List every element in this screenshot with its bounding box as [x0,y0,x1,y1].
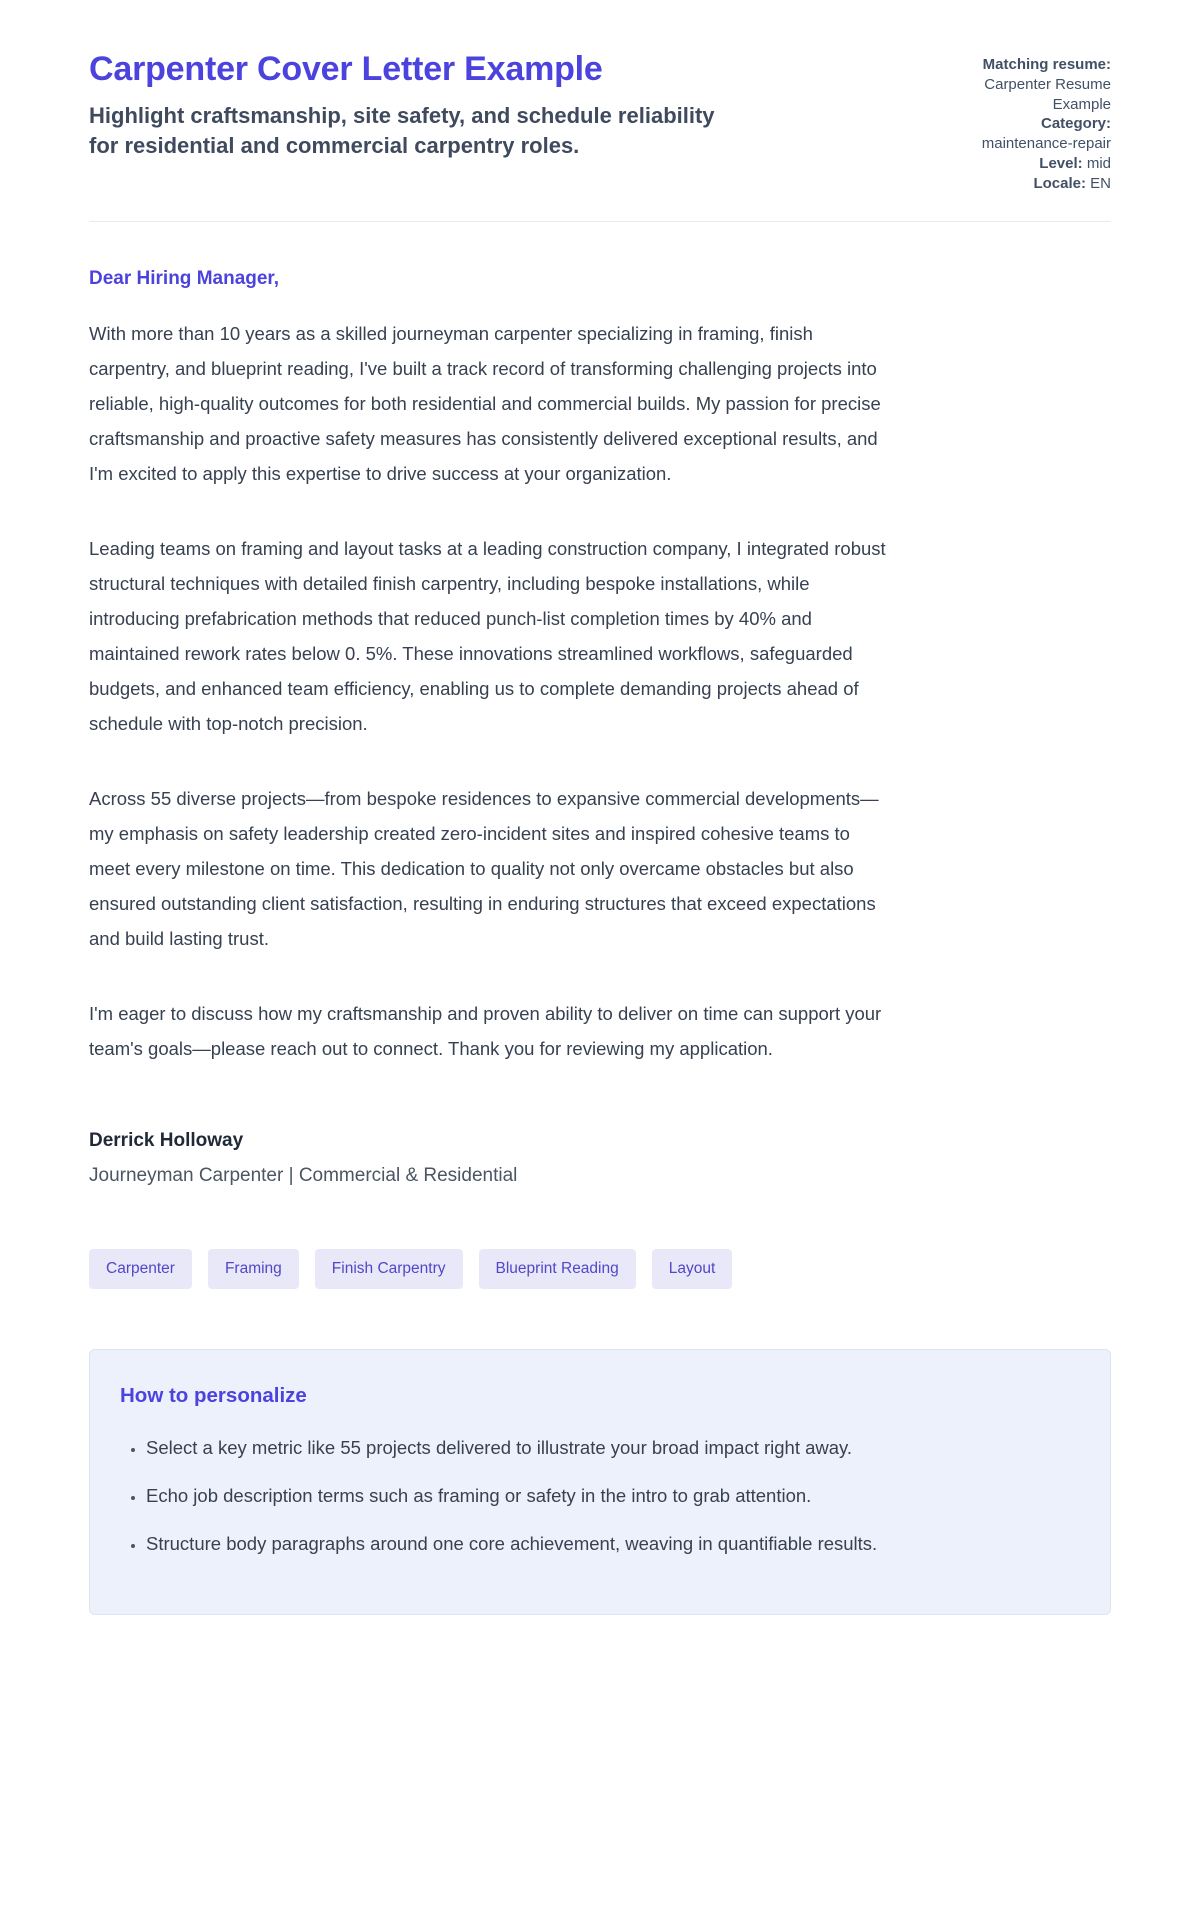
personalize-title: How to personalize [120,1383,307,1407]
meta-value-level: mid [1086,154,1111,172]
page-title: Carpenter Cover Letter Example [89,50,603,88]
signature-name: Derrick Holloway [89,1129,244,1151]
meta-label-locale: Locale: [1033,174,1086,192]
meta-label-level: Level: [1039,154,1083,172]
letter-paragraph-2: Leading teams on framing and layout tasks at a leading construction company, I integrated robust structural techniques with detailed finish carpentry, including bespoke installations, while introducing prefabrication methods that reduced punch-list completion times by 40% and maintained rework rates below 0. 5%. These innovations streamlined workflows, safeguarded budgets, and enhanced team efficiency, enabling us to complete demanding projects ahead of schedule with top-notch precision. [89,537,886,734]
meta-value-category: maintenance-repair [981,135,1111,153]
personalize-tip-2: • Echo job description terms such as framing or safety in the intro to grab attention. [146,1478,1080,1513]
personalize-tip-3: • Structure body paragraphs around one core achievement, weaving in quantifiable results. [146,1526,1080,1561]
greeting: Dear Hiring Manager, [89,267,280,289]
meta-panel [929,50,1111,194]
meta-value-matching-resume: Carpenter Resume Example [984,75,1111,113]
header-text-block [89,50,734,162]
page-subtitle: Highlight craftsmanship, site safety, and schedule reliability for residential and commercial carpentry roles. [89,103,715,159]
personalize-panel [89,1349,1111,1615]
meta-matching-resume [929,55,1111,114]
tag-chip-blueprint-reading[interactable]: Blueprint Reading [479,1249,636,1289]
cover-letter-body [89,268,895,1187]
tag-chip-finish-carpentry[interactable]: Finish Carpentry [315,1249,463,1289]
meta-value-locale: EN [1090,174,1111,192]
tag-list [89,1249,1111,1289]
personalize-tip-list [120,1430,1080,1561]
meta-category [929,114,1111,154]
tag-chip-layout[interactable]: Layout [652,1249,733,1289]
letter-paragraph-4: I'm eager to discuss how my craftsmanship and proven ability to deliver on time can support your team's goals—please reach out to connect. Thank you for reviewing my application. [89,1002,882,1059]
header [89,50,1111,194]
meta-locale [929,174,1111,194]
meta-label-category: Category: [1040,115,1111,133]
letter-paragraph-1: With more than 10 years as a skilled journeyman carpenter specializing in framing, finish carpentry, and blueprint reading, I've built a track record of transforming challenging projects into reliable, high-quality outcomes for both residential and commercial builds. My passion for precise craftsmanship and proactive safety measures has consistently delivered exceptional results, and I'm excited to apply this expertise to drive success at your organization. [89,322,881,484]
meta-label-matching-resume: Matching resume: [982,56,1111,73]
header-divider [89,221,1111,222]
personalize-tip-1: • Select a key metric like 55 projects delivered to illustrate your broad impact right away. [146,1430,1080,1465]
tag-chip-framing[interactable]: Framing [208,1249,299,1289]
signature-role: Journeyman Carpenter | Commercial & Residential [89,1164,518,1186]
tag-chip-carpenter[interactable]: Carpenter [89,1249,192,1289]
meta-level [929,154,1111,174]
letter-paragraph-3: Across 55 diverse projects—from bespoke residences to expansive commercial developments—my emphasis on safety leadership created zero-incident sites and inspired cohesive teams to meet every milestone on time. This dedication to quality not only overcame obstacles but also ensured outstanding client satisfaction, resulting in enduring structures that exceed expectations and build lasting trust. [89,787,879,949]
